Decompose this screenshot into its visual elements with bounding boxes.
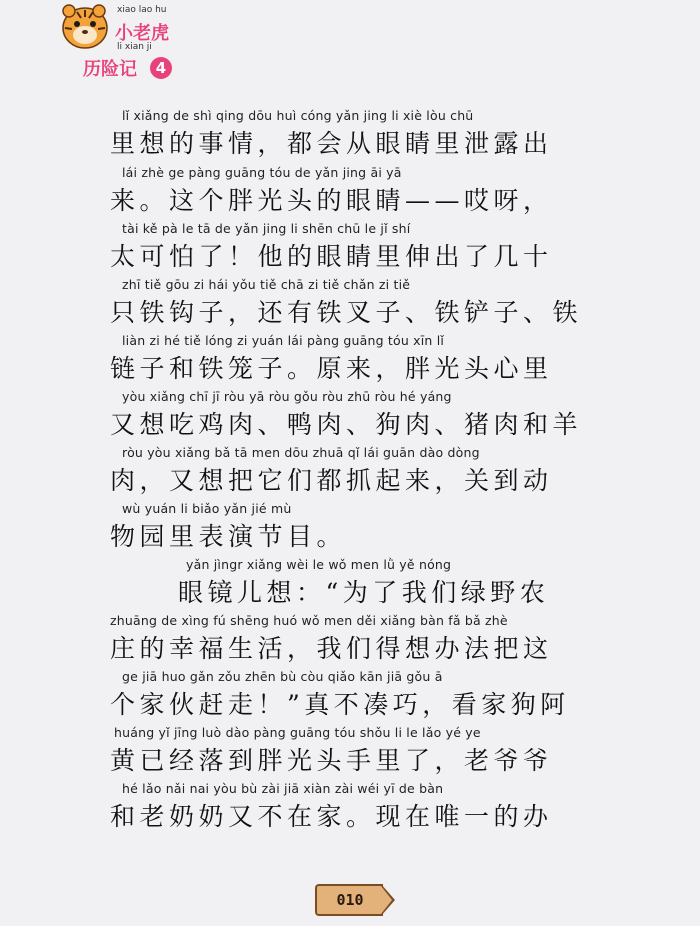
pinyin-line: liàn zi hé tiě lóng zi yuán lái pàng guāng tóu xīn lǐ — [122, 333, 445, 348]
series-logo — [55, 2, 215, 92]
hanzi-line: 庄的幸福生活，我们得想办法把这 — [110, 634, 553, 663]
hanzi-line: 肉，又想把它们都抓起来，关到动 — [110, 466, 553, 495]
hanzi-line: 链子和铁笼子。原来，胖光头心里 — [110, 354, 553, 383]
pinyin-line: ròu yòu xiǎng bǎ tā men dōu zhuā qǐ lái guān dào dòng — [122, 445, 480, 460]
volume-badge: 4 — [150, 57, 172, 79]
pinyin-line: lǐ xiǎng de shì qing dōu huì cóng yǎn jing li xiè lòu chū — [122, 108, 474, 123]
pinyin-line: yǎn jìngr xiǎng wèi le wǒ men lǜ yě nóng — [186, 557, 452, 572]
page-number: 010 — [315, 884, 383, 916]
pinyin-line: lái zhè ge pàng guāng tóu de yǎn jing āi yā — [122, 165, 402, 180]
pinyin-line: zhuāng de xìng fú shēng huó wǒ men děi xiǎng bàn fǎ bǎ zhè — [110, 613, 508, 628]
hanzi-line: 来。这个胖光头的眼睛——哎呀， — [110, 186, 553, 215]
hanzi-line: 只铁钩子，还有铁叉子、铁铲子、铁 — [110, 298, 583, 327]
pinyin-line: tài kě pà le tā de yǎn jing li shēn chū le jǐ shí — [122, 221, 411, 236]
hanzi-line: 物园里表演节目。 — [110, 522, 347, 551]
hanzi-line: 又想吃鸡肉、鸭肉、狗肉、猪肉和羊 — [110, 410, 583, 439]
page-number-tag — [315, 884, 395, 918]
hanzi-line: 黄已经落到胖光头手里了，老爷爷 — [110, 746, 553, 775]
pinyin-line: huáng yǐ jīng luò dào pàng guāng tóu shǒu li le lǎo yé ye — [114, 725, 481, 740]
pinyin-line: zhī tiě gōu zi hái yǒu tiě chā zi tiě chǎn zi tiě — [122, 277, 411, 292]
pinyin-line: ge jiā huo gǎn zǒu zhēn bù còu qiǎo kān jiā gǒu ā — [122, 669, 443, 684]
hanzi-line: 个家伙赶走！”真不凑巧，看家狗阿 — [110, 690, 570, 719]
series-title-pinyin: xiao lao hu — [117, 5, 167, 15]
pinyin-line: wù yuán li biǎo yǎn jié mù — [122, 501, 292, 516]
series-subtitle: 历险记 — [83, 59, 137, 80]
hanzi-line: 和老奶奶又不在家。现在唯一的办 — [110, 802, 553, 831]
series-title: 小老虎 — [115, 23, 169, 44]
tiger-mascot-icon — [55, 2, 113, 52]
series-subtitle-pinyin: li xian ji — [117, 42, 152, 52]
pinyin-line: yòu xiǎng chī jī ròu yā ròu gǒu ròu zhū ròu hé yáng — [122, 389, 452, 404]
hanzi-line: 里想的事情，都会从眼睛里泄露出 — [110, 129, 553, 158]
hanzi-line: 眼镜儿想：“为了我们绿野农 — [178, 578, 550, 607]
pinyin-line: hé lǎo nǎi nai yòu bù zài jiā xiàn zài wéi yī de bàn — [122, 781, 444, 796]
hanzi-line: 太可怕了！他的眼睛里伸出了几十 — [110, 242, 553, 271]
